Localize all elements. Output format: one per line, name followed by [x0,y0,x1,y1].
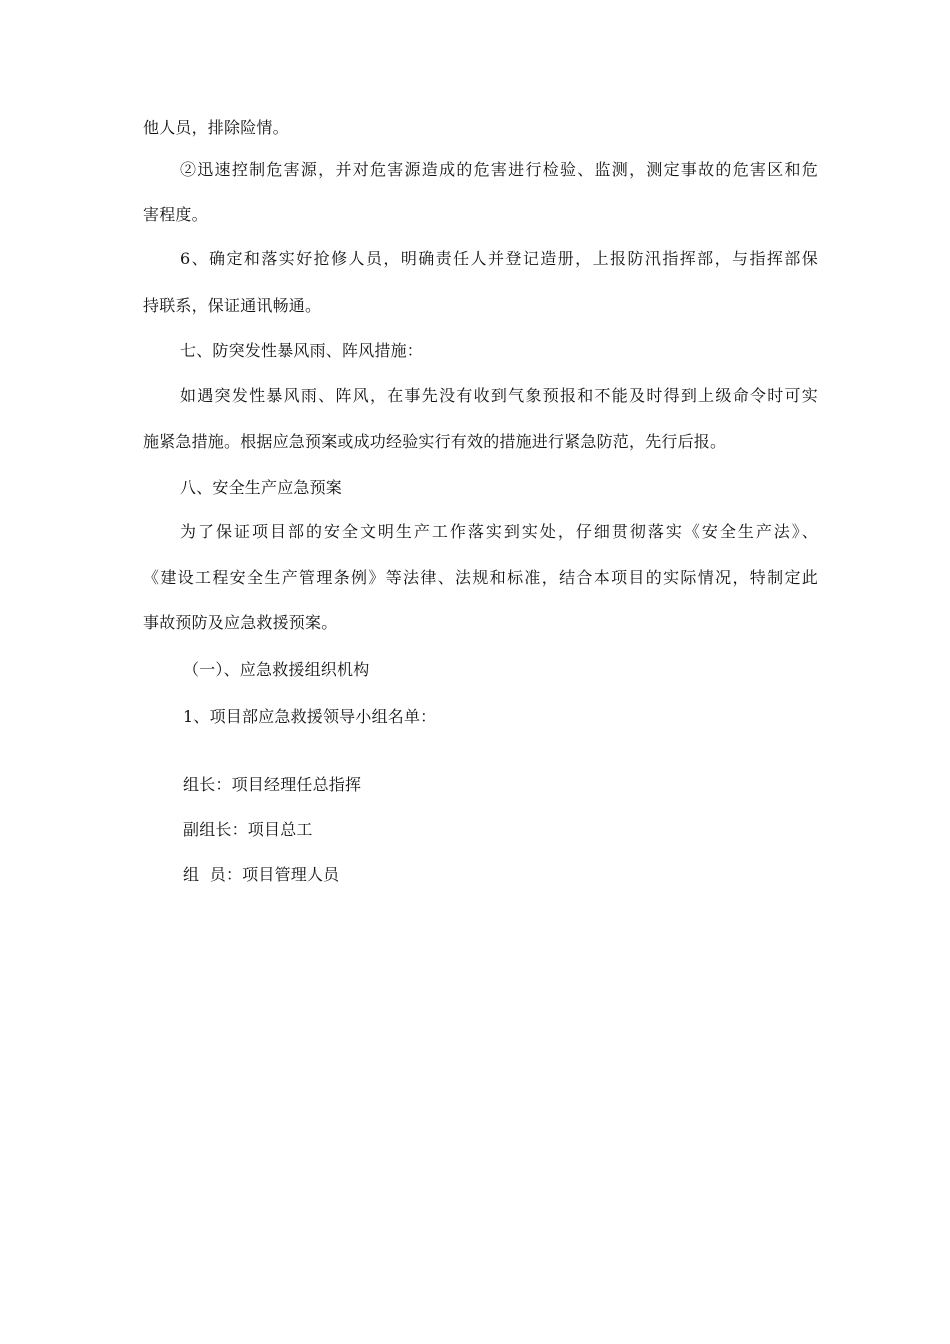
paragraph-line: 持联系，保证通讯畅通。 [143,296,322,315]
subsection-heading: （一）、应急救援组织机构 [183,660,370,679]
team-member-line: 组 员：项目管理人员 [183,865,340,884]
paragraph-line: ②迅速控制危害源，并对危害源造成的危害进行检验、监测，测定事故的危害区和危 [180,160,818,179]
paragraph-line: 6、确定和落实好抢修人员，明确责任人并登记造册，上报防汛指挥部，与指挥部保 [180,249,818,268]
paragraph-line: 如遇突发性暴风雨、阵风，在事先没有收到气象预报和不能及时得到上级命令时可实 [180,386,818,405]
paragraph-line: 《建设工程安全生产管理条例》等法律、法规和标准，结合本项目的实际情况，特制定此 [143,568,818,587]
team-member-line: 组长：项目经理任总指挥 [183,775,362,794]
team-member-line: 副组长：项目总工 [183,820,313,839]
paragraph-line: 事故预防及应急救援预案。 [143,613,338,632]
paragraph-line: 他人员，排除险情。 [143,118,289,137]
list-heading: 1、项目部应急救援领导小组名单： [183,707,437,726]
section-heading: 七、防突发性暴风雨、阵风措施： [180,341,424,360]
paragraph-line: 害程度。 [143,205,208,224]
paragraph-line: 为了保证项目部的安全文明生产工作落实到实处，仔细贯彻落实《安全生产法》、 [180,522,818,541]
paragraph-line: 施紧急措施。根据应急预案或成功经验实行有效的措施进行紧急防范，先行后报。 [143,432,727,451]
section-heading: 八、安全生产应急预案 [180,478,343,497]
